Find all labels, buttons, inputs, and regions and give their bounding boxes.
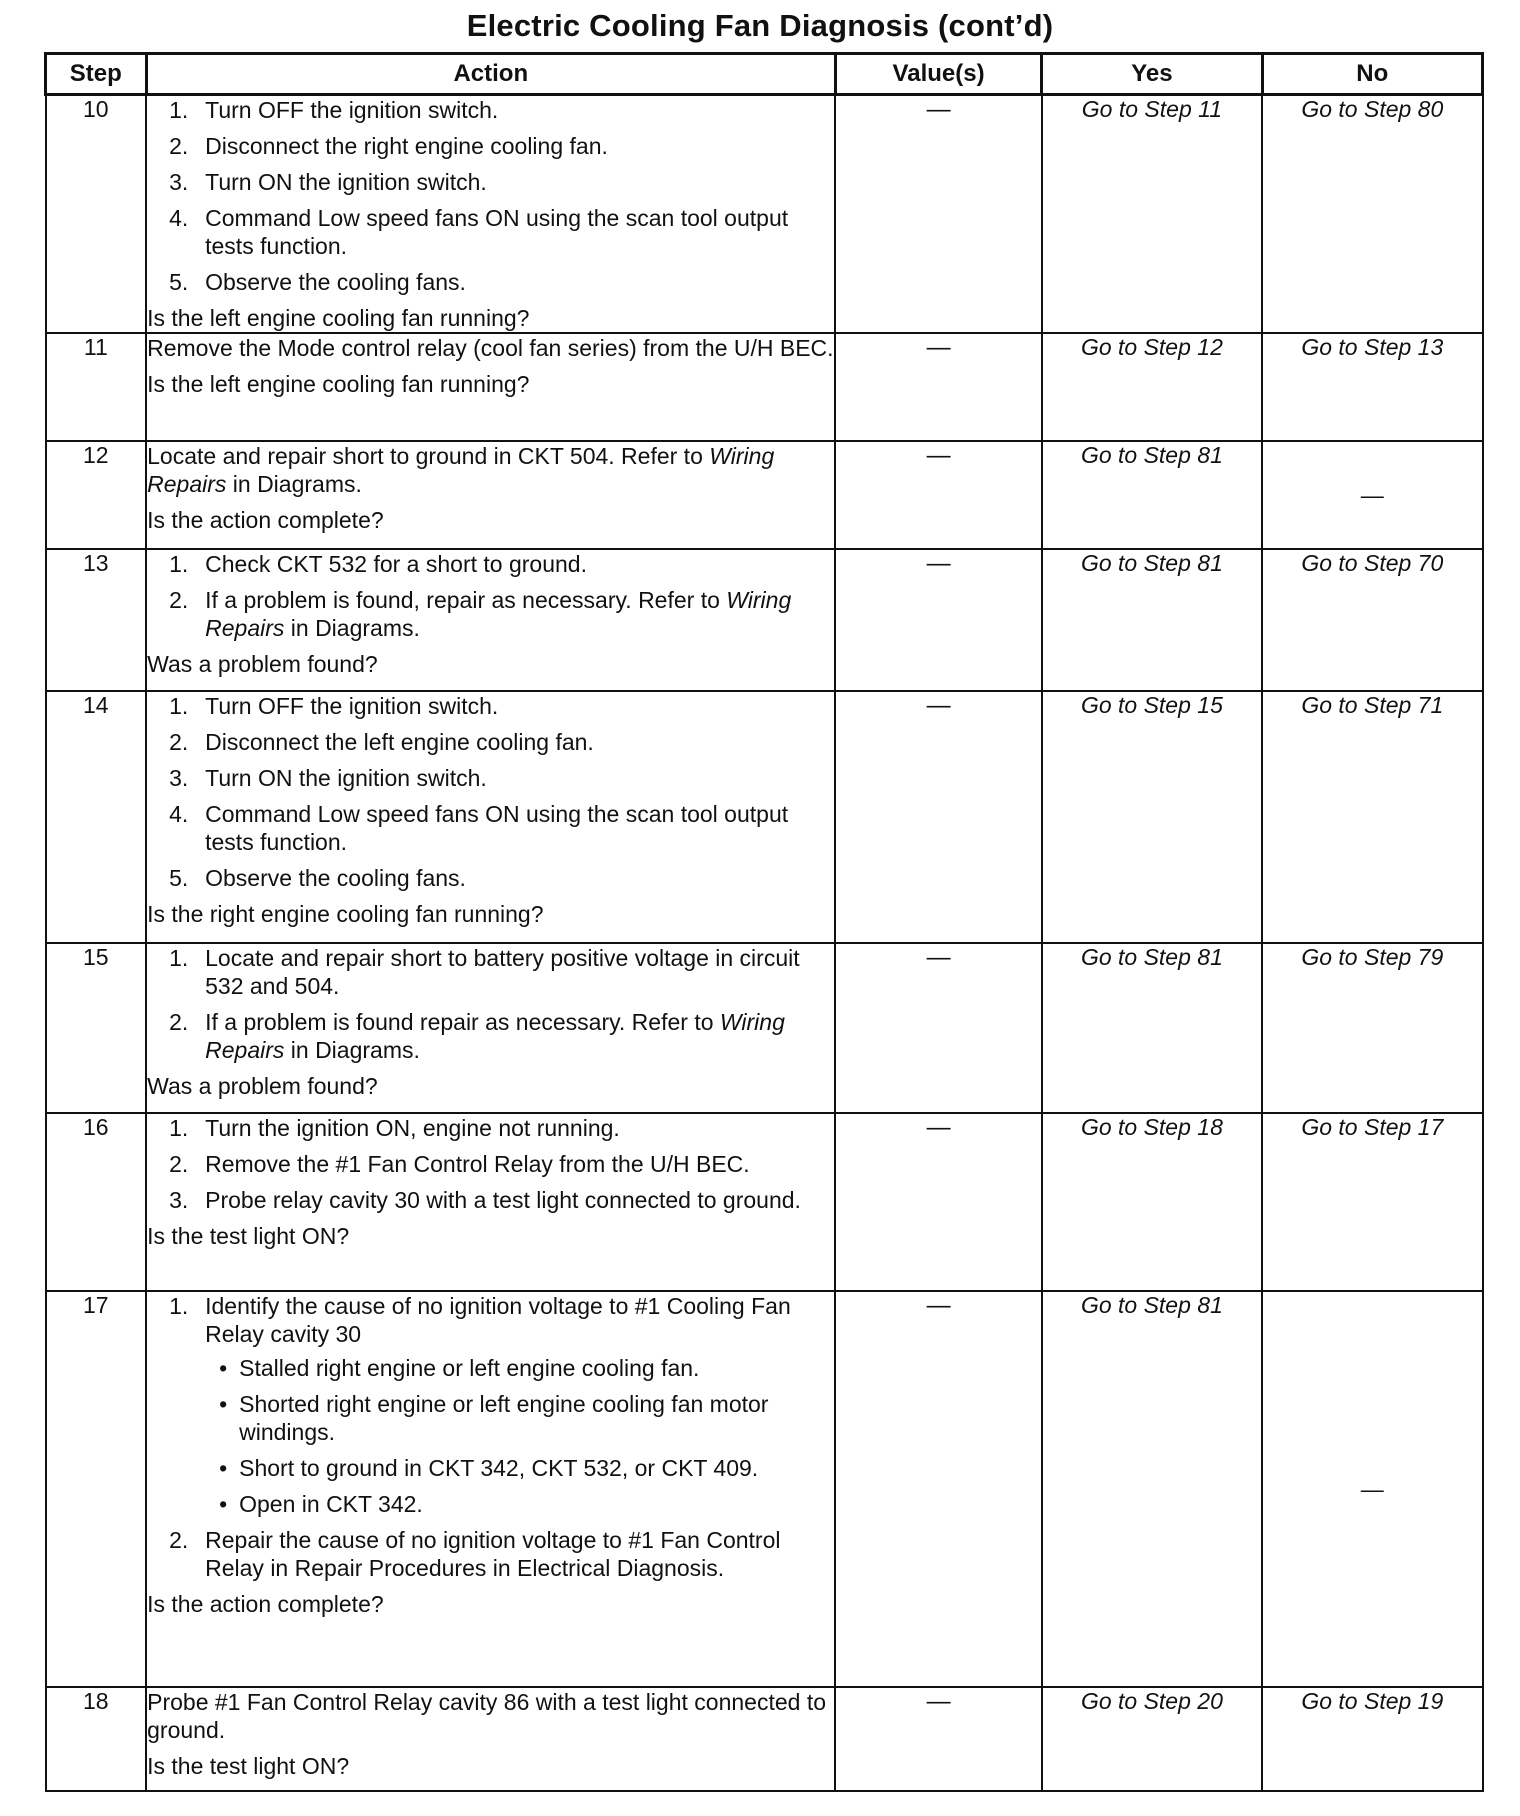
header-step: Step [46, 54, 147, 95]
page-title: Electric Cooling Fan Diagnosis (cont’d) [466, 8, 1054, 43]
action-question: Is the action complete? [147, 507, 384, 533]
yes-cell: Go to Step 81 [1042, 943, 1262, 1113]
value-cell: — [835, 943, 1041, 1113]
step-number: 13 [46, 549, 147, 691]
action-question: Was a problem found? [147, 651, 378, 677]
action-text: Remove the Mode control relay (cool fan series) from the U/H BEC. [147, 335, 834, 361]
value-cell: — [835, 95, 1041, 334]
table-row-step-12 [46, 441, 1483, 549]
diagnosis-table [44, 52, 1484, 1792]
action-item: 2. Remove the #1 Fan Control Relay from the U/H BEC. [169, 1151, 750, 1177]
no-cell: — [1262, 441, 1482, 549]
action-item: 1. Turn OFF the ignition switch. [169, 97, 499, 123]
table-row-step-11 [46, 333, 1483, 441]
step-number: 18 [46, 1687, 147, 1791]
action-item: 4. Command Low speed fans ON using the scan tool output tests function. [169, 801, 789, 855]
action-question: Is the action complete? [147, 1591, 384, 1617]
action-question: Is the left engine cooling fan running? [147, 305, 530, 331]
value-cell: — [835, 1291, 1041, 1687]
action-cell [146, 549, 835, 691]
yes-cell: Go to Step 18 [1042, 1113, 1262, 1291]
action-item: 2. Repair the cause of no ignition voltage to #1 Fan Control Relay in Repair Procedures in Electrical Diagnosis. [169, 1527, 781, 1581]
yes-cell: Go to Step 20 [1042, 1687, 1262, 1791]
action-cell [146, 95, 835, 334]
action-cell [146, 333, 835, 441]
action-item: 3. Probe relay cavity 30 with a test light connected to ground. [169, 1187, 801, 1213]
yes-cell: Go to Step 11 [1042, 95, 1262, 334]
action-item: 1. Turn OFF the ignition switch. [169, 693, 499, 719]
no-cell: Go to Step 79 [1262, 943, 1482, 1113]
action-item: 2. Disconnect the right engine cooling fan. [169, 133, 608, 159]
action-item: 3. Turn ON the ignition switch. [169, 169, 487, 195]
value-cell: — [835, 549, 1041, 691]
action-cell [146, 441, 835, 549]
no-cell: Go to Step 13 [1262, 333, 1482, 441]
step-number: 10 [46, 95, 147, 334]
no-cell: Go to Step 70 [1262, 549, 1482, 691]
action-cell [146, 691, 835, 943]
table-row-step-17 [46, 1291, 1483, 1687]
action-question: Was a problem found? [147, 1073, 378, 1099]
value-cell: — [835, 1113, 1041, 1291]
no-cell: Go to Step 19 [1262, 1687, 1482, 1791]
sub-bullet: • Shorted right engine or left engine cooling fan motor windings. [219, 1391, 769, 1445]
action-cell [146, 943, 835, 1113]
action-item: 2. If a problem is found repair as necessary. Refer to Wiring Repairs in Diagrams. [169, 1009, 785, 1063]
sub-bullet: • Stalled right engine or left engine cooling fan. [219, 1355, 700, 1381]
sub-bullet: • Short to ground in CKT 342, CKT 532, or CKT 409. [219, 1455, 759, 1481]
sub-bullet: • Open in CKT 342. [219, 1491, 423, 1517]
action-cell [146, 1113, 835, 1291]
table-row-step-14 [46, 691, 1483, 943]
yes-cell: Go to Step 81 [1042, 1291, 1262, 1687]
no-cell: Go to Step 17 [1262, 1113, 1482, 1291]
header-value: Value(s) [835, 54, 1041, 95]
header-no: No [1262, 54, 1482, 95]
table-row-step-16 [46, 1113, 1483, 1291]
action-question: Is the test light ON? [147, 1753, 350, 1779]
step-number: 16 [46, 1113, 147, 1291]
header-action: Action [146, 54, 835, 95]
action-question: Is the right engine cooling fan running? [147, 901, 544, 927]
step-number: 17 [46, 1291, 147, 1687]
yes-cell: Go to Step 81 [1042, 441, 1262, 549]
action-item: 5. Observe the cooling fans. [169, 865, 466, 891]
no-cell: Go to Step 80 [1262, 95, 1482, 334]
step-number: 12 [46, 441, 147, 549]
action-item: 1. Identify the cause of no ignition voltage to #1 Cooling Fan Relay cavity 30 • Stalled right engine or left engine cooling fan. • Shorted right engine or left engine cooling fan motor windings. • Short to ground in CKT 342, CKT 532, or CKT 409. • Open in CKT 342. [147, 1292, 834, 1518]
action-item: 1. Check CKT 532 for a short to ground. [169, 551, 587, 577]
value-cell: — [835, 333, 1041, 441]
action-item: 1. Turn the ignition ON, engine not running. [169, 1115, 620, 1141]
yes-cell: Go to Step 15 [1042, 691, 1262, 943]
action-question: Is the left engine cooling fan running? [147, 371, 530, 397]
action-item: 4. Command Low speed fans ON using the scan tool output tests function. [169, 205, 789, 259]
no-cell: Go to Step 71 [1262, 691, 1482, 943]
header-yes: Yes [1042, 54, 1262, 95]
yes-cell: Go to Step 12 [1042, 333, 1262, 441]
step-number: 14 [46, 691, 147, 943]
table-row-step-13 [46, 549, 1483, 691]
action-question: Is the test light ON? [147, 1223, 350, 1249]
action-item: 5. Observe the cooling fans. [169, 269, 466, 295]
action-cell [146, 1687, 835, 1791]
value-cell: — [835, 1687, 1041, 1791]
yes-cell: Go to Step 81 [1042, 549, 1262, 691]
action-cell [146, 1291, 835, 1687]
table-header-row [46, 54, 1483, 95]
action-item: 1. Locate and repair short to battery positive voltage in circuit 532 and 504. [169, 945, 800, 999]
action-item: 2. Disconnect the left engine cooling fan. [169, 729, 594, 755]
step-number: 11 [46, 333, 147, 441]
action-item: 3. Turn ON the ignition switch. [169, 765, 487, 791]
table-row-step-18 [46, 1687, 1483, 1791]
table-row-step-10 [46, 95, 1483, 334]
step-number: 15 [46, 943, 147, 1113]
value-cell: — [835, 691, 1041, 943]
action-item: 2. If a problem is found, repair as necessary. Refer to Wiring Repairs in Diagrams. [169, 587, 792, 641]
value-cell: — [835, 441, 1041, 549]
action-text: Locate and repair short to ground in CKT 504. Refer to Wiring Repairs in Diagrams. [147, 443, 775, 497]
action-text: Probe #1 Fan Control Relay cavity 86 with a test light connected to ground. [147, 1689, 826, 1743]
table-row-step-15 [46, 943, 1483, 1113]
no-cell: — [1262, 1291, 1482, 1687]
